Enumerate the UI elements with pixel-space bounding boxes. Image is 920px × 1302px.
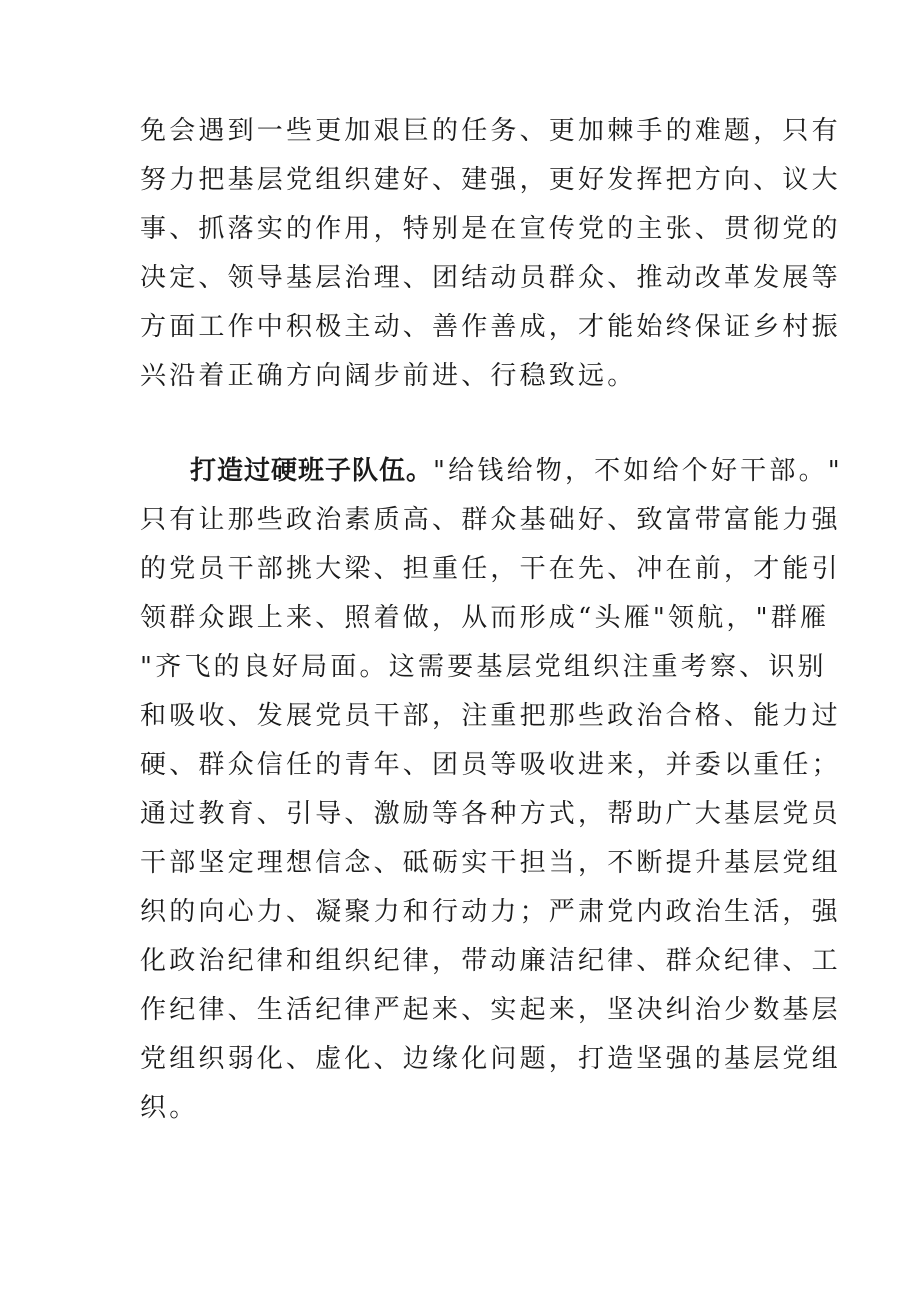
paragraph-1-line-5: 方面工作中积极主动、善作善成，才能始终保证乡村振 bbox=[140, 312, 841, 342]
paragraph-2-lead-heading: 打造过硬班子队伍。 bbox=[190, 456, 434, 486]
paragraph-2-line-11: 化政治纪律和组织纪律，带动廉洁纪律、群众纪律、工 bbox=[140, 946, 841, 976]
paragraph-1-line-2: 努力把基层党组织建好、建强，更好发挥把方向、议大 bbox=[140, 165, 841, 195]
paragraph-2-line-12: 作纪律、生活纪律严起来、实起来，坚决纠治少数基层 bbox=[140, 995, 841, 1025]
paragraph-1-line-4: 决定、领导基层治理、团结动员群众、推动改革发展等 bbox=[140, 263, 841, 293]
paragraph-2-quote: "给钱给物，不如给个好干部。" bbox=[433, 456, 843, 486]
paragraph-2-line-4: 领群众跟上来、照着做，从而形成“头雁"领航，"群雁 bbox=[140, 603, 830, 633]
paragraph-2-line-2: 只有让那些政治素质高、群众基础好、致富带富能力强 bbox=[140, 505, 841, 535]
paragraph-1-line-3: 事、抓落实的作用，特别是在宣传党的主张、贯彻党的 bbox=[140, 214, 841, 244]
paragraph-2-line-10: 织的向心力、凝聚力和行动力；严肃党内政治生活，强 bbox=[140, 897, 841, 927]
paragraph-2-line-5: "齐飞的良好局面。这需要基层党组织注重考察、识别 bbox=[140, 652, 827, 682]
paragraph-1-line-1: 免会遇到一些更加艰巨的任务、更加棘手的难题，只有 bbox=[140, 116, 841, 146]
paragraph-2-line-3: 的党员干部挑大梁、担重任，干在先、冲在前，才能引 bbox=[140, 554, 841, 584]
paragraph-2-line-7: 硬、群众信任的青年、团员等吸收进来，并委以重任； bbox=[140, 750, 841, 780]
paragraph-2-line-14: 织。 bbox=[140, 1093, 199, 1123]
paragraph-2-line-8: 通过教育、引导、激励等各种方式，帮助广大基层党员 bbox=[140, 799, 841, 829]
paragraph-2-line-13: 党组织弱化、虚化、边缘化问题，打造坚强的基层党组 bbox=[140, 1044, 841, 1074]
paragraph-1-line-6: 兴沿着正确方向阔步前进、行稳致远。 bbox=[140, 361, 637, 391]
paragraph-2-line-6: 和吸收、发展党员干部，注重把那些政治合格、能力过 bbox=[140, 701, 841, 731]
paragraph-2-line-9: 干部坚定理想信念、砥砺实干担当，不断提升基层党组 bbox=[140, 848, 841, 878]
paragraph-2-first-line bbox=[190, 454, 843, 488]
